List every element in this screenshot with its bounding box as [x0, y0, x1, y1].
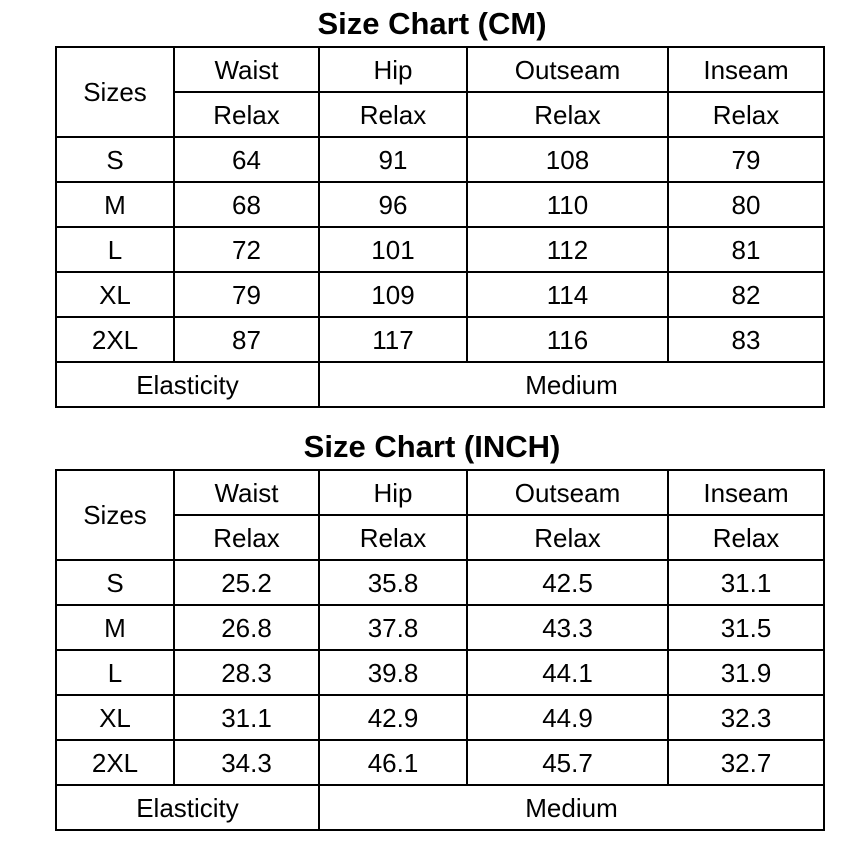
size-cell: XL: [56, 272, 174, 317]
outseam-cell: 116: [467, 317, 668, 362]
inseam-cell: 79: [668, 137, 824, 182]
outseam-subheader: Relax: [467, 515, 668, 560]
hip-cell: 96: [319, 182, 467, 227]
waist-cell: 31.1: [174, 695, 319, 740]
inseam-subheader: Relax: [668, 92, 824, 137]
size-cell: 2XL: [56, 317, 174, 362]
inseam-cell: 83: [668, 317, 824, 362]
hip-header: Hip: [319, 47, 467, 92]
sizes-header: Sizes: [56, 47, 174, 137]
table-row: [56, 137, 824, 182]
header-row: [56, 470, 824, 515]
inseam-cell: 31.1: [668, 560, 824, 605]
waist-cell: 87: [174, 317, 319, 362]
inseam-header: Inseam: [668, 470, 824, 515]
inseam-header: Inseam: [668, 47, 824, 92]
elasticity-label: Elasticity: [56, 785, 319, 830]
hip-cell: 117: [319, 317, 467, 362]
hip-cell: 101: [319, 227, 467, 272]
elasticity-value: Medium: [319, 362, 824, 407]
elasticity-value: Medium: [319, 785, 824, 830]
size-cell: L: [56, 227, 174, 272]
table-row: [56, 605, 824, 650]
outseam-cell: 108: [467, 137, 668, 182]
waist-cell: 26.8: [174, 605, 319, 650]
size-chart-cm-table: [55, 46, 825, 408]
size-cell: M: [56, 605, 174, 650]
outseam-cell: 44.9: [467, 695, 668, 740]
size-cell: S: [56, 137, 174, 182]
inseam-cell: 32.7: [668, 740, 824, 785]
inseam-cell: 31.9: [668, 650, 824, 695]
hip-cell: 109: [319, 272, 467, 317]
elasticity-label: Elasticity: [56, 362, 319, 407]
hip-cell: 37.8: [319, 605, 467, 650]
size-chart-inch-title: Size Chart (INCH): [303, 429, 561, 464]
header-row: [56, 47, 824, 92]
sizes-header: Sizes: [56, 470, 174, 560]
table-row: [56, 272, 824, 317]
table-row: [56, 317, 824, 362]
waist-cell: 68: [174, 182, 319, 227]
size-cell: S: [56, 560, 174, 605]
outseam-cell: 110: [467, 182, 668, 227]
hip-subheader: Relax: [319, 92, 467, 137]
outseam-cell: 42.5: [467, 560, 668, 605]
size-cell: XL: [56, 695, 174, 740]
table-row: [56, 182, 824, 227]
hip-cell: 42.9: [319, 695, 467, 740]
size-chart-inch-table: [55, 469, 825, 831]
outseam-subheader: Relax: [467, 92, 668, 137]
waist-cell: 79: [174, 272, 319, 317]
inseam-cell: 32.3: [668, 695, 824, 740]
hip-header: Hip: [319, 470, 467, 515]
waist-cell: 34.3: [174, 740, 319, 785]
table-row: [56, 227, 824, 272]
table-row: [56, 740, 824, 785]
waist-cell: 25.2: [174, 560, 319, 605]
inseam-cell: 80: [668, 182, 824, 227]
outseam-cell: 114: [467, 272, 668, 317]
outseam-header: Outseam: [467, 470, 668, 515]
waist-header: Waist: [174, 47, 319, 92]
table-row: [56, 560, 824, 605]
outseam-header: Outseam: [467, 47, 668, 92]
outseam-cell: 112: [467, 227, 668, 272]
elasticity-row: [56, 785, 824, 830]
hip-cell: 91: [319, 137, 467, 182]
size-cell: 2XL: [56, 740, 174, 785]
size-chart-cm-title: Size Chart (CM): [317, 6, 547, 41]
inseam-cell: 31.5: [668, 605, 824, 650]
table-row: [56, 695, 824, 740]
hip-cell: 35.8: [319, 560, 467, 605]
outseam-cell: 45.7: [467, 740, 668, 785]
outseam-cell: 43.3: [467, 605, 668, 650]
waist-subheader: Relax: [174, 515, 319, 560]
waist-header: Waist: [174, 470, 319, 515]
waist-cell: 72: [174, 227, 319, 272]
waist-subheader: Relax: [174, 92, 319, 137]
inseam-cell: 81: [668, 227, 824, 272]
hip-cell: 39.8: [319, 650, 467, 695]
table-row: [56, 650, 824, 695]
hip-subheader: Relax: [319, 515, 467, 560]
waist-cell: 28.3: [174, 650, 319, 695]
inseam-subheader: Relax: [668, 515, 824, 560]
size-cell: L: [56, 650, 174, 695]
elasticity-row: [56, 362, 824, 407]
outseam-cell: 44.1: [467, 650, 668, 695]
waist-cell: 64: [174, 137, 319, 182]
hip-cell: 46.1: [319, 740, 467, 785]
inseam-cell: 82: [668, 272, 824, 317]
size-cell: M: [56, 182, 174, 227]
